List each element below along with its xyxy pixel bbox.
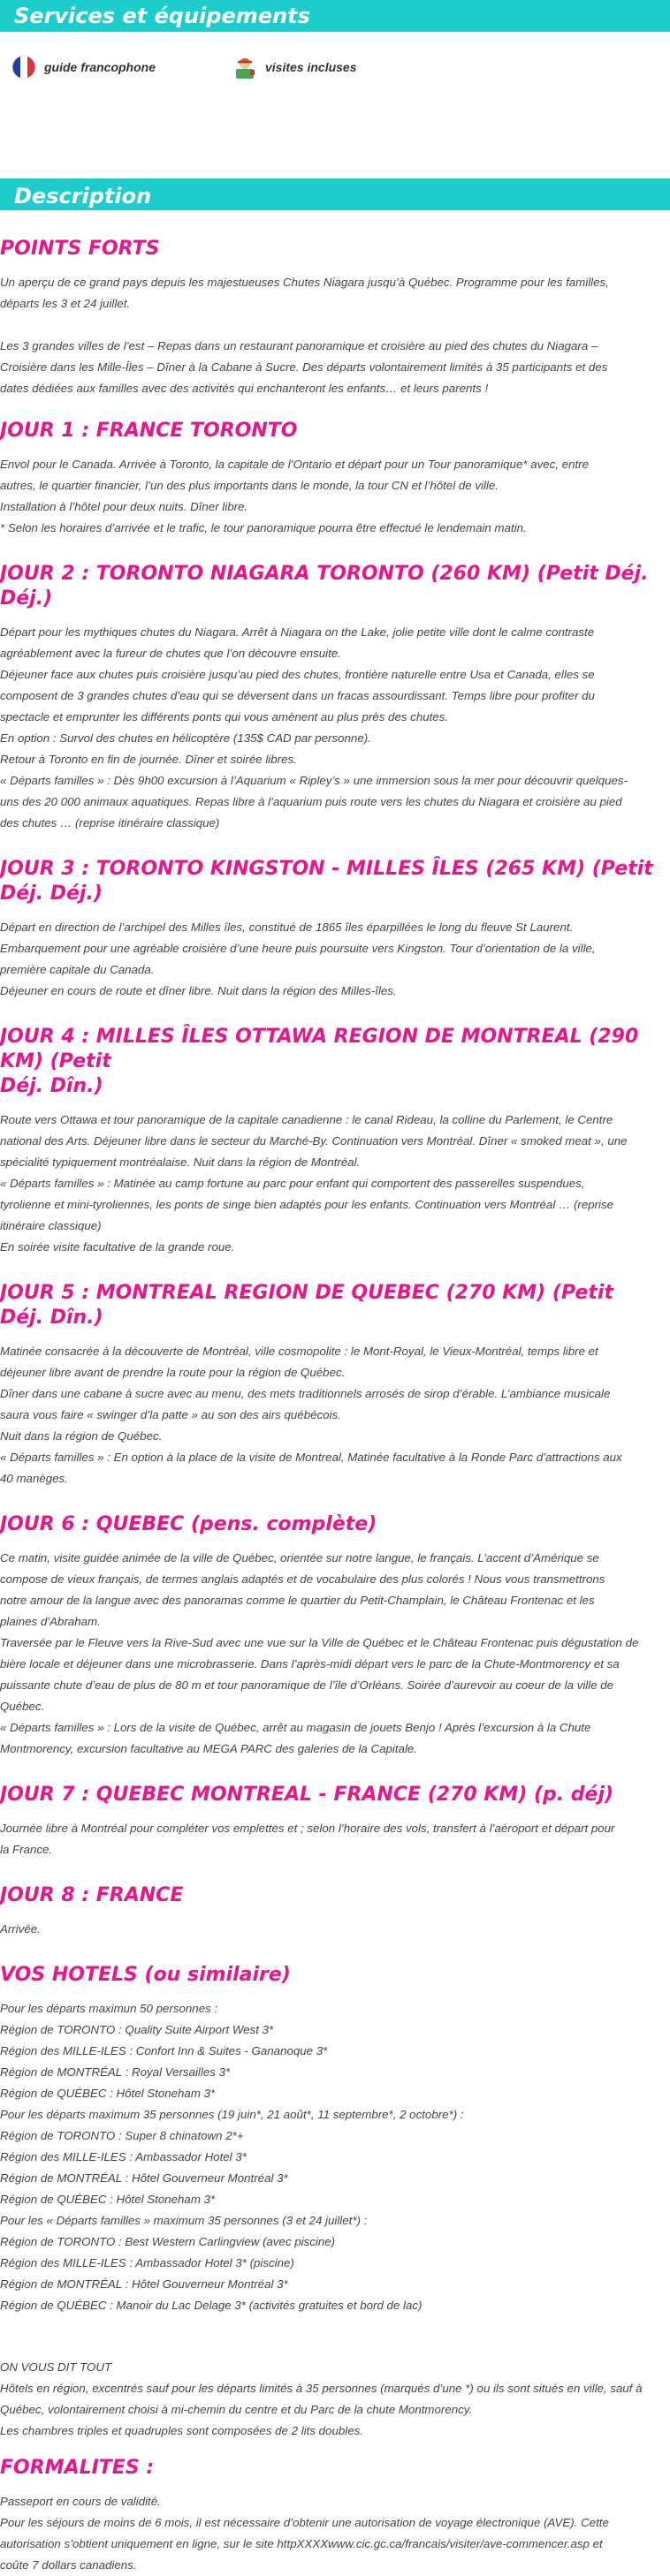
day-3-heading: JOUR 3 : TORONTO KINGSTON - MILLES ÎLES (265 KM) (Petit Déj. Déj.): [0, 858, 653, 905]
text-line: En soirée visite facultative de la grande roue.: [0, 1240, 235, 1254]
text-line: Installation à l’hôtel pour deux nuits. Dîner libre.: [0, 500, 248, 513]
services-section-title: Services et équipements: [0, 0, 670, 32]
text-line: Route vers Ottawa et tour panoramique de la capitale canadienne : le canal Rideau, la colline du Parlement, le Centre: [0, 1113, 613, 1126]
text-line: puissante chute d’eau de plus de 80 m et tour panoramique de l’île d’Orléans. Soirée d’aurevoir au coeur de la ville de: [0, 1678, 614, 1692]
text-line: Un aperçu de ce grand pays depuis les majestueuses Chutes Niagara jusqu’à Québec. Programme pour les familles,: [0, 276, 609, 289]
text-line: Québec.: [0, 1700, 45, 1713]
day-1-text: [0, 454, 670, 539]
service-guided-visits: [232, 51, 357, 83]
text-line: Déjeuner en cours de route et dîner libre. Nuit dans la région des Milles-îles.: [0, 984, 397, 997]
text-line: bière locale et déjeuner dans une microbrasserie. Dans l’après-midi départ vers le parc de la Chute-Montmorency et sa: [0, 1657, 620, 1671]
text-line: Déjeuner face aux chutes puis croisière jusqu’au pied des chutes, frontière naturelle entre Usa et Canada, elles se: [0, 668, 595, 681]
text-line: spectacle et emprunter les différents ponts qui vous amènent au plus près des chutes.: [0, 710, 449, 724]
text-line: Région de MONTRÉAL : Hôtel Gouverneur Montréal 3*: [0, 2171, 288, 2185]
service-label: guide francophone: [44, 60, 156, 74]
text-line: « Départs familles » : Lors de la visite de Québec, arrêt au magasin de jouets Benjo ! Après l’excursion à la Chute: [0, 1721, 591, 1734]
text-line: Région de TORONTO : Quality Suite Airport West 3*: [0, 2023, 274, 2036]
text-line: 40 manèges.: [0, 1472, 68, 1485]
text-line: ON VOUS DIT TOUT: [0, 2360, 112, 2374]
text-line: « Départs familles » : En option à la place de la visite de Montreal, Matinée facultative à la Ronde Parc d’attractions aux: [0, 1451, 622, 1464]
day-6-heading: JOUR 6 : QUEBEC (pens. complète): [0, 1513, 377, 1535]
text-line: Région des MILLE-ILES : Ambassador Hotel 3*: [0, 2150, 247, 2163]
text-line: autres, le quartier financier, l’un des plus importants dans le monde, la tour CN et l’hôtel de ville.: [0, 479, 499, 492]
day-8-text: [0, 1919, 670, 1940]
text-line: Région des MILLE-ILES : Confort Inn & Suites - Gananoque 3*: [0, 2044, 328, 2057]
formalites-heading: FORMALITES :: [0, 2457, 155, 2479]
text-line: Pour les départs maximum 35 personnes (19 juin*, 21 août*, 11 septembre*, 2 octobre*) :: [0, 2108, 464, 2121]
day-7-heading: JOUR 7 : QUEBEC MONTREAL - FRANCE (270 KM) (p. déj): [0, 1784, 614, 1806]
hotels-list: [0, 1998, 670, 2316]
text-line: « Départs familles » : Matinée au camp fortune au parc pour enfant qui comportent des passerelles suspendues,: [0, 1177, 585, 1190]
text-line: déjeuner libre avant de prendre la route pour la région de Québec.: [0, 1366, 346, 1379]
text-line: En option : Survol des chutes en hélicoptère (135$ CAD par personne).: [0, 731, 371, 745]
day-4-text: [0, 1110, 670, 1258]
text-line: Arrivée.: [0, 1922, 41, 1936]
day-1-heading: JOUR 1 : FRANCE TORONTO: [0, 420, 298, 442]
day-4-heading: [0, 1025, 670, 1099]
day-5-text: [0, 1341, 670, 1489]
formalites-text: [0, 2491, 670, 2576]
text-line: saura vous faire « swinger d’la patte » au son des airs québécois.: [0, 1408, 341, 1421]
points-forts-heading: POINTS FORTS: [0, 238, 160, 260]
text-line: Pour les départs maximun 50 personnes :: [0, 2002, 218, 2015]
text-line: départs les 3 et 24 juillet.: [0, 297, 131, 310]
text-line: Pour les « Départs familles » maximum 35 personnes (3 et 24 juillet*) :: [0, 2214, 368, 2227]
text-line: Journée libre à Montréal pour compléter vos emplettes et ; selon l’horaire des vols, transfert à l’aéroport et départ pour: [0, 1822, 615, 1835]
description-section-title: Description: [0, 178, 670, 210]
text-line: première capitale du Canada.: [0, 963, 155, 976]
text-line: composent de 3 grandes chutes d’eau qui se déversent dans un fracas assourdissant. Temps libre pour profiter du: [0, 689, 595, 702]
text-line: Région de QUÉBEC : Hôtel Stoneham 3*: [0, 2087, 216, 2100]
text-line: itinéraire classique): [0, 1219, 102, 1232]
text-line: Embarquement pour une agréable croisière d’une heure puis poursuite vers Kingston. Tour d’orientation de la ville,: [0, 942, 596, 955]
text-line: Région de MONTRÉAL : Royal Versailles 3*: [0, 2065, 231, 2079]
text-line: Passeport en cours de validité.: [0, 2495, 161, 2508]
text-line: tyrolienne et mini-tyroliennes, les ponts de singe bien adaptés pour les enfants. Continuation vers Montréal … (reprise: [0, 1198, 614, 1211]
text-line: Hôtels en région, excentrés sauf pour les départs limités à 35 personnes (marqués d’une *) ou ils sont situés en ville, sauf à: [0, 2382, 643, 2395]
text-line: Montmorency, excursion facultative au MEGA PARC des galeries de la Capitale.: [0, 1742, 418, 1755]
text-line: Départ en direction de l’archipel des Milles îles, constitué de 1865 îles éparpillées le long du fleuve St Laurent.: [0, 921, 574, 934]
description-content: [0, 237, 670, 2576]
text-line: Ce matin, visite guidée animée de la ville de Québec, orientée sur notre langue, le français. L’accent d’Amérique se: [0, 1551, 599, 1565]
text-line: Dîner dans une cabane à sucre avec au menu, des mets traditionnels arrosés de sirop d’érable. L’ambiance musicale: [0, 1387, 611, 1400]
text-line: Nuit dans la région de Québec.: [0, 1429, 163, 1443]
text-line: Envol pour le Canada. Arrivée à Toronto, la capitale de l’Ontario et départ pour un Tour panoramique* avec, entre: [0, 458, 589, 471]
text-line: Région des MILLE-ILES : Ambassador Hotel 3* (piscine): [0, 2256, 294, 2269]
text-line: spécialité typiquement montréalaise. Nuit dans la région de Montréal.: [0, 1155, 361, 1169]
text-line: « Départs familles » : Dès 9h00 excursion à l’Aquarium « Ripley’s » une immersion sous la mer pour découvrir quelques-: [0, 774, 628, 787]
service-french-guide: [11, 51, 156, 83]
french-flag-icon: [11, 54, 37, 80]
text-line: Retour à Toronto en fin de journée. Dîner et soirée libres.: [0, 753, 297, 766]
text-line: Traversée par le Fleuve vers la Rive-Sud avec une vue sur la Ville de Québec et le Château Frontenac puis dégustation de: [0, 1636, 639, 1649]
on-vous-dit-tout: [0, 2357, 670, 2442]
points-forts-details: [0, 336, 670, 399]
text-line: uns des 20 000 animaux aquatiques. Repas libre à l’aquarium puis route vers les chutes du Niagara et croisière au pied: [0, 795, 622, 808]
text-line: Les 3 grandes villes de l’est – Repas dans un restaurant panoramique et croisière au pied des chutes du Niagara –: [0, 339, 598, 352]
text-line: Croisière dans les Mille-Îles – Dîner à la Cabane à Sucre. Des départs volontairement limités à 35 participants et des: [0, 360, 608, 374]
day-6-text: [0, 1548, 670, 1760]
text-line: Région de TORONTO : Super 8 chinatown 2*+: [0, 2129, 244, 2142]
hotels-heading: VOS HOTELS (ou similaire): [0, 1964, 291, 1986]
text-line: Région de TORONTO : Best Western Carlingview (avec piscine): [0, 2235, 336, 2248]
text-line: agréablement avec la fureur de chutes que l’on découvre ensuite.: [0, 647, 341, 660]
text-line: dates dédiées aux familles avec des activités qui enchanteront les enfants… et leurs parents !: [0, 382, 489, 395]
text-line: autorisation s’obtient uniquement en ligne, sur le site httpXXXXwww.cic.gc.ca/francais/visiter/ave-commencer.asp et: [0, 2537, 603, 2550]
text-line: compose de vieux français, de termes anglais adaptés et de vocabulaire des plus colorés ! Nous vous transmettrons: [0, 1572, 605, 1586]
text-line: Matinée consacrée à la découverte de Montréal, ville cosmopolite : le Mont-Royal, le Vieux-Montréal, temps libre et: [0, 1345, 598, 1358]
text-line: Les chambres triples et quadruples sont composées de 2 lits doubles.: [0, 2424, 363, 2437]
heading-line: Déj. Dîn.): [0, 1075, 103, 1097]
service-label: visites incluses: [265, 60, 357, 74]
day-2-heading: JOUR 2 : TORONTO NIAGARA TORONTO (260 KM) (Petit Déj. Déj.): [0, 563, 649, 610]
text-line: la France.: [0, 1843, 53, 1856]
day-2-text: [0, 622, 670, 834]
points-forts-intro: [0, 272, 670, 314]
tour-guide-icon: [232, 54, 258, 80]
heading-line: JOUR 4 : MILLES ÎLES OTTAWA REGION DE MONTREAL (290 KM) (Petit: [0, 1026, 639, 1072]
text-line: Région de QUÉBEC : Hôtel Stoneham 3*: [0, 2193, 216, 2206]
text-line: plaines d’Abraham.: [0, 1615, 101, 1628]
text-line: Départ pour les mythiques chutes du Niagara. Arrêt à Niagara on the Lake, jolie petite ville dont le calme contraste: [0, 625, 595, 639]
text-line: coûte 7 dollars canadiens.: [0, 2558, 137, 2572]
text-line: notre amour de la langue avec des panoramas comme le quartier du Petit-Champlain, le Château Frontenac et les: [0, 1594, 595, 1607]
day-8-heading: JOUR 8 : FRANCE: [0, 1884, 184, 1906]
text-line: Région de MONTRÉAL : Hôtel Gouverneur Montréal 3*: [0, 2277, 288, 2291]
text-line: Région de QUÉBEC : Manoir du Lac Delage 3* (activités gratuites et bord de lac): [0, 2299, 423, 2312]
services-row: [0, 51, 670, 83]
text-line: Pour les séjours de moins de 6 mois, il est nécessaire d’obtenir une autorisation de voyage électronique (AVE). Cette: [0, 2516, 609, 2529]
day-7-text: [0, 1818, 670, 1860]
text-line: * Selon les horaires d’arrivée et le trafic, le tour panoramique pourra être effectué le lendemain matin.: [0, 521, 527, 534]
day-3-text: [0, 917, 670, 1002]
text-line: Québec, volontairement choisi à mi-chemin du centre et du Parc de la chute Montmorency.: [0, 2403, 473, 2416]
day-5-heading: JOUR 5 : MONTREAL REGION DE QUEBEC (270 KM) (Petit Déj. Dîn.): [0, 1282, 613, 1329]
text-line: national des Arts. Déjeuner libre dans le secteur du Marché-By. Continuation vers Montréal. Dîner « smoked meat », une: [0, 1134, 628, 1148]
text-line: des chutes … (reprise itinéraire classique): [0, 816, 220, 830]
